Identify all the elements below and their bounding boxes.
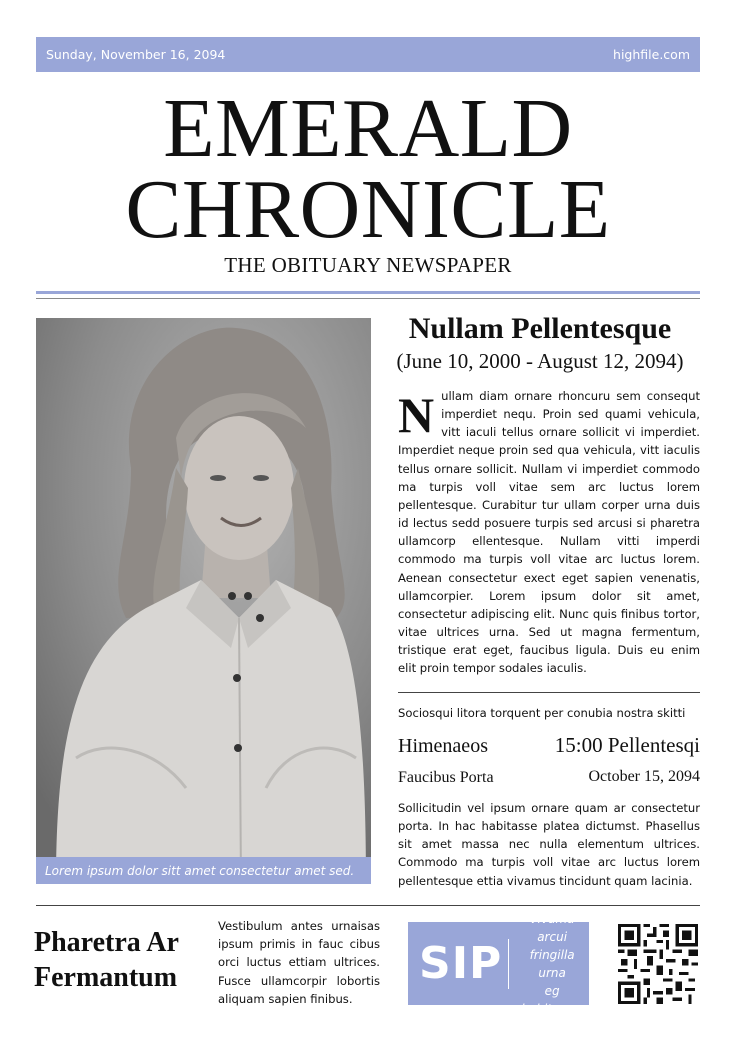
footer-divider [36, 905, 700, 906]
footer-title [34, 925, 214, 995]
service-label-1: Himenaeos [398, 735, 488, 757]
top-bar [36, 37, 700, 72]
portrait-illustration [36, 318, 371, 884]
qr-code-icon[interactable] [618, 924, 698, 1004]
issue-date: Sunday, November 16, 2094 [46, 47, 226, 62]
qr-code-graphic [618, 924, 698, 1004]
footer-text: Vestibulum antes urnaisas ipsum primis in fauc cibus orci luctus ettiam ultrices. Fusce ullamcorpir lobortis aliquam sapien finibus. [218, 919, 380, 1006]
service-date: October 15, 2094 [588, 768, 700, 785]
masthead-title-line2: CHRONICLE [125, 163, 611, 256]
masthead-subtitle: THE OBITUARY NEWSPAPER [224, 253, 512, 277]
life-dates: (June 10, 2000 - August 12, 2094) [396, 349, 684, 373]
sip-tagline-line1: Vivamu arcui [529, 911, 575, 944]
sip-tagline-line2: fringilla urna [529, 947, 575, 980]
photo-caption: Lorem ipsum dolor sitt amet consectetur amet sed. [36, 857, 371, 884]
site-link[interactable]: highfile.com [613, 47, 690, 62]
sip-tagline-line3: eg habitasse. [521, 983, 583, 1016]
sip-tagline [515, 910, 589, 1018]
service-label-2: Faucibus Porta [398, 769, 494, 786]
sip-badge [408, 911, 589, 1016]
service-text: Sollicitudin vel ipsum ornare quam ar consectetur porta. In hac habitasse platea dictumst. Phasellus sit amet massa nec nulla elementum ultrices. Commodo ma turpis voll vitae arc luctus lorem pellentesque ettia vivamus tincidunt quam lacinia. [398, 801, 700, 888]
obituary-body-text: ullam diam ornare rhoncuru sem consequt imperdiet nequ. Proin sed quami vehicula, vitt iaculi tellus ornare sollicit vi imperdiet. Imperdiet neque proin sed qua vehicula, vitt iaculis tellus ornare sollicit. Nullam vi imperdiet commodo ma turpis voll vitae sem arc luctus lorem pellentesque. Curabitur tur ullam corper urna duis id lectus sedd posuere turpis sed arcusi si pharetra ullamcorp ellentesque. Nullam vitti imperdi commodo ma turpis voll vitae arc luctus lorem. Aenean consectetur exect eget sapien venenatis, ullamcorpier. Lorem ipsum dolor sit amet, consectetur adipiscing elit. Nunc quis finibus tortor, vitae ultrices urna. Sed ut magna fermentum, tristique erat eget, faucibus ligula. Duis eu enim elit proin tempor sodales iaculis. [398, 389, 700, 676]
deceased-name: Nullam Pellentesque [408, 312, 672, 345]
masthead-rule-gray [36, 298, 700, 299]
portrait-photo [36, 318, 371, 884]
footer-title-line2: Fermantum [34, 962, 178, 993]
sip-word: SIP [419, 938, 503, 989]
drop-cap: N [398, 387, 435, 443]
footer-title-line1: Pharetra Ar [34, 927, 179, 958]
service-intro: Sociosqui litora torquent per conubia nostra skitti [398, 706, 686, 720]
masthead-rule-blue [36, 291, 700, 294]
service-time: 15:00 Pellentesqi [554, 733, 700, 757]
obituary-body [398, 387, 700, 678]
sip-divider [508, 939, 509, 989]
service-divider [398, 692, 700, 693]
masthead-title [36, 82, 700, 256]
masthead-title-line1: EMERALD [163, 82, 573, 175]
